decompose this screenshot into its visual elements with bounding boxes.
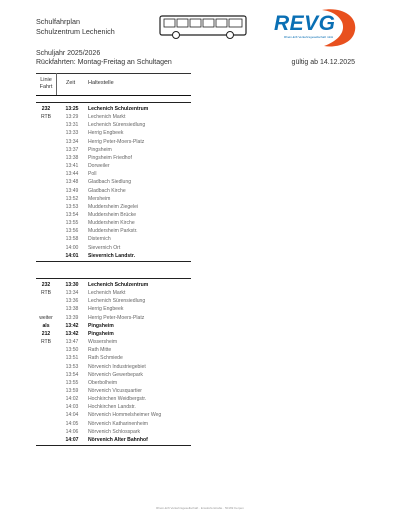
cell-time: 13:48 [65, 179, 79, 186]
footer: Rhein-Erft Verkehrsgesellschaft · Ensdorferstraße · 50169 Kerpen [156, 506, 244, 510]
cell-time: 13:58 [65, 236, 79, 243]
service-days: Rückfahrten: Montag-Freitag an Schultagen [36, 59, 172, 66]
header-line-trip: Linie Fahrt [39, 77, 53, 90]
cell-time: 13:54 [65, 371, 79, 378]
title-line-2: Schulzentrum Lechenich [36, 26, 115, 36]
cell-stop: Lechenich Schulzentrum [88, 282, 149, 288]
table-row [36, 146, 191, 154]
cell-stop: Nörvenich Schlosspark [88, 428, 141, 435]
table-row [36, 219, 191, 227]
table-row [36, 346, 191, 354]
cell-stop: Rath Schmiede [88, 355, 123, 362]
cell-stop: Muddersheim Kirche [88, 220, 135, 227]
cell-time: 13:53 [65, 363, 79, 370]
cell-line: 232 [41, 106, 51, 112]
cell-time: 13:53 [65, 203, 79, 210]
cell-stop: Herrig Engbeek [88, 130, 124, 137]
bus-icon [158, 14, 248, 40]
valid-from: gültig ab 14.12.2025 [291, 59, 355, 66]
cell-line: als [42, 322, 50, 329]
cell-stop: Pingsheim Friedhof [88, 154, 132, 161]
table-row [36, 244, 191, 252]
cell-stop: Nörvenich Industriegebiet [88, 363, 146, 370]
header-stop: Haltestelle [88, 80, 114, 86]
table-header [36, 73, 191, 97]
table-row [36, 428, 191, 436]
block-top-rule [36, 278, 191, 279]
cell-stop: Lechenich Markt [88, 290, 126, 297]
cell-stop: Lechenich Markt [88, 114, 126, 121]
cell-stop: Sievernich Ort [88, 244, 121, 251]
cell-stop: Nörvenich Gewerbepark [88, 371, 143, 378]
table-row [36, 235, 191, 243]
cell-time: 13:25 [65, 106, 79, 112]
table-row [36, 162, 191, 170]
cell-time: 13:44 [65, 171, 79, 178]
table-row [36, 195, 191, 203]
school-year: Schuljahr 2025/2026 [36, 50, 101, 57]
table-row [36, 154, 191, 162]
block-bottom-rule [36, 445, 191, 446]
cell-time: 13:38 [65, 154, 79, 161]
cell-stop: Pingsheim [88, 330, 114, 337]
cell-time: 13:59 [65, 387, 79, 394]
cell-line: 212 [41, 330, 51, 337]
cell-stop: Hochkirchen Weidbergstr. [88, 396, 147, 403]
cell-stop: Nörvenich Hommelsheimer Weg [88, 412, 162, 419]
cell-time: 13:36 [65, 298, 79, 305]
cell-time: 13:37 [65, 146, 79, 153]
cell-time: 13:56 [65, 228, 79, 235]
table-row [36, 203, 191, 211]
cell-stop: Lechenich Schulzentrum [88, 106, 149, 112]
cell-stop: Herrig Peter-Moers-Platz [88, 314, 145, 321]
cell-time: 14:02 [65, 396, 79, 403]
cell-line: RTB [40, 290, 52, 297]
cell-time: 13:42 [65, 322, 79, 329]
table-row [36, 436, 191, 444]
cell-time: 13:49 [65, 187, 79, 194]
cell-stop: Hochkirchen Landstr. [88, 404, 136, 411]
cell-stop: Gladbach Siedlung [88, 179, 132, 186]
table-row [36, 305, 191, 313]
cell-stop: Muddersheim Ziegelei [88, 203, 139, 210]
cell-stop: Nörvenich Katharinenheim [88, 420, 149, 427]
table-row [36, 387, 191, 395]
table-row [36, 314, 191, 322]
header-time: Zeit [66, 80, 76, 86]
table-row [36, 113, 191, 121]
table-row [36, 252, 191, 260]
cell-time: 14:04 [65, 412, 79, 419]
cell-time: 13:52 [65, 195, 79, 202]
table-row [36, 289, 191, 297]
cell-time: 13:30 [65, 282, 79, 288]
cell-line: 232 [41, 282, 51, 288]
table-row [36, 281, 191, 289]
table-row [36, 138, 191, 146]
cell-time: 13:29 [65, 114, 79, 121]
table-row [36, 371, 191, 379]
table-row [36, 227, 191, 235]
cell-stop: Herrig Peter-Moers-Platz [88, 138, 145, 145]
cell-time: 13:38 [65, 306, 79, 313]
cell-time: 13:31 [65, 122, 79, 129]
cell-time: 14:01 [65, 252, 79, 259]
table-row [36, 211, 191, 219]
cell-stop: Rath Mitte [88, 347, 112, 354]
table-row [36, 363, 191, 371]
cell-time: 13:34 [65, 290, 79, 297]
title-line-1: Schulfahrplan [36, 17, 80, 26]
cell-stop: Pingsheim [88, 146, 112, 153]
cell-time: 13:41 [65, 163, 79, 170]
cell-stop: Lechenich Sürensiedlung [88, 298, 146, 305]
table-row [36, 338, 191, 346]
cell-stop: Sievernich Landstr. [88, 252, 135, 259]
cell-line: weiter [39, 314, 53, 321]
table-row [36, 395, 191, 403]
cell-stop: Disternich [88, 236, 111, 243]
cell-time: 14:06 [65, 428, 79, 435]
cell-time: 13:34 [65, 138, 79, 145]
table-row [36, 403, 191, 411]
cell-time: 14:05 [65, 420, 79, 427]
cell-line: RTB [40, 114, 52, 121]
block-bottom-rule [36, 261, 191, 262]
cell-stop: Dorweiler [88, 163, 110, 170]
cell-stop: Mersheim [88, 195, 111, 202]
cell-time: 13:42 [65, 330, 79, 337]
cell-time: 13:54 [65, 211, 79, 218]
cell-time: 14:00 [65, 244, 79, 251]
cell-time: 14:03 [65, 404, 79, 411]
cell-stop: Oberbolheim [88, 379, 118, 386]
block-top-rule [36, 102, 191, 103]
cell-stop: Lechenich Sürensiedlung [88, 122, 146, 129]
cell-stop: Muddersheim Brücke [88, 211, 137, 218]
cell-time: 14:07 [65, 436, 79, 443]
cell-time: 13:39 [65, 314, 79, 321]
table-row [36, 105, 191, 113]
table-row [36, 121, 191, 129]
cell-stop: Nörvenich Vicusquartier [88, 387, 142, 394]
cell-stop: Herrig Engbeek [88, 306, 124, 313]
table-row [36, 411, 191, 419]
table-row [36, 297, 191, 305]
timetable-title [36, 17, 115, 36]
cell-stop: Muddersheim Parkstr. [88, 228, 138, 235]
cell-line: RTB [40, 339, 52, 346]
cell-time: 13:55 [65, 220, 79, 227]
cell-time: 13:33 [65, 130, 79, 137]
cell-stop: Nörvenich Alter Bahnhof [88, 436, 148, 443]
cell-stop: Pingsheim [88, 322, 114, 329]
table-row [36, 379, 191, 387]
cell-stop: Poll [88, 171, 97, 178]
table-row [36, 178, 191, 186]
revg-logo: REVG [274, 12, 336, 35]
table-row [36, 170, 191, 178]
cell-time: 13:47 [65, 339, 79, 346]
cell-stop: Gladbach Kirche [88, 187, 126, 194]
cell-time: 13:55 [65, 379, 79, 386]
table-row [36, 129, 191, 137]
table-row [36, 322, 191, 330]
table-row [36, 330, 191, 338]
revg-logo-subtitle: Rhein-Erft Verkehrsgesellschaft mbH [284, 35, 334, 39]
table-row [36, 420, 191, 428]
table-row [36, 354, 191, 362]
table-row [36, 187, 191, 195]
cell-time: 13:51 [65, 355, 79, 362]
cell-stop: Wissersheim [88, 339, 118, 346]
cell-time: 13:50 [65, 347, 79, 354]
